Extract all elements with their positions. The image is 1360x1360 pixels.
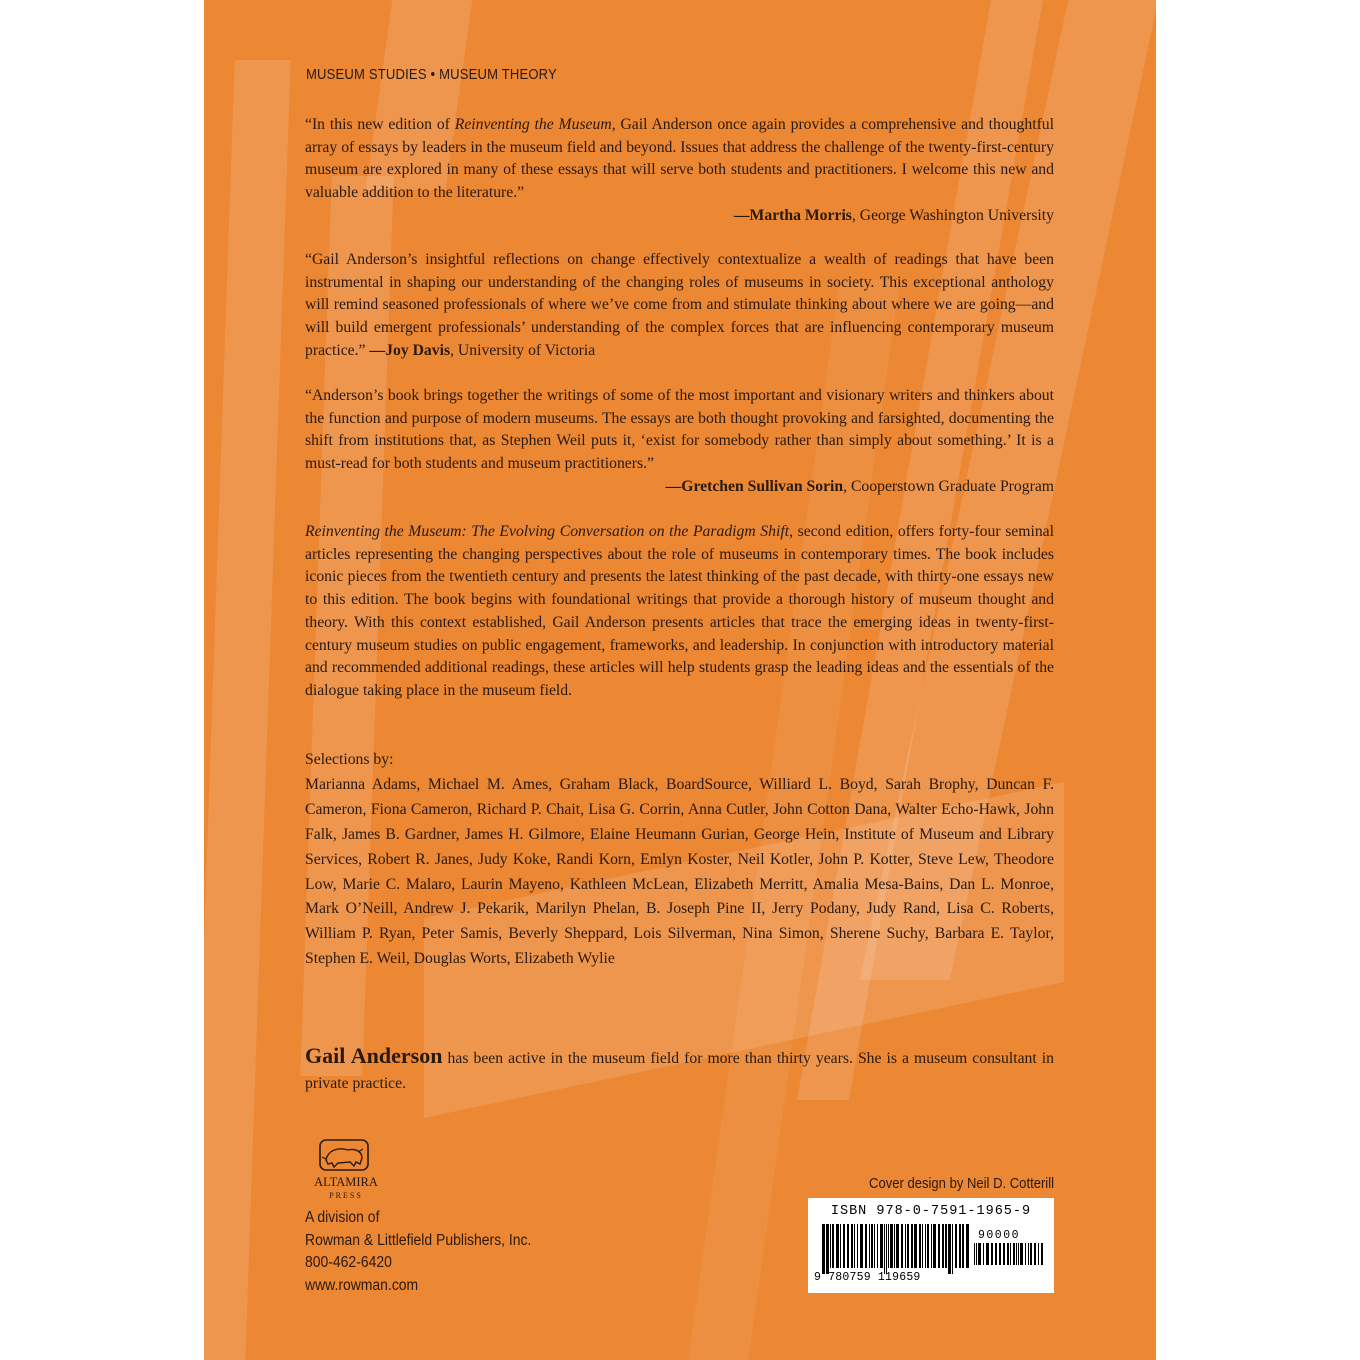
reviewer-name: —Martha Morris xyxy=(733,206,852,224)
barcode-bar xyxy=(933,1224,936,1268)
barcode-bar xyxy=(907,1224,909,1268)
review-quote-1 xyxy=(305,114,1054,228)
barcode-bar xyxy=(952,1224,953,1274)
barcode-bar xyxy=(983,1243,984,1265)
barcode-bar xyxy=(931,1224,932,1268)
barcode-bar xyxy=(869,1224,870,1268)
selections-heading: Selections by: xyxy=(305,751,394,768)
barcode-bar xyxy=(1007,1243,1009,1265)
barcode-bar xyxy=(1030,1243,1032,1265)
barcode-bar xyxy=(832,1224,834,1268)
reviewer-name: —Joy Davis xyxy=(369,341,451,359)
barcode-bar xyxy=(991,1243,993,1265)
review-quote-3 xyxy=(305,385,1054,499)
publisher-phone: 800-462-6420 xyxy=(305,1254,392,1272)
barcode-bar xyxy=(925,1224,926,1268)
barcode-bar xyxy=(976,1243,977,1265)
barcode-bar xyxy=(959,1224,961,1268)
review-quote-2 xyxy=(305,249,1054,363)
barcode-bar xyxy=(896,1224,899,1268)
barcode-bar xyxy=(860,1224,863,1268)
ean-barcode-bars xyxy=(822,1224,972,1274)
selections-names: Marianna Adams, Michael M. Ames, Graham Black, BoardSource, Williard L. Boyd, Sarah Brophy, Duncan F. Cameron, Fiona Cameron, Richard P. Chait, Lisa G. Corrin, Anna Cutler, John Cotton Dana, Walter Echo-Hawk, John Falk, James B. Gardner, James H. Gilmore, Elaine Heumann Gurian, George Hein, Institute of Museum and Library Services, Robert R. Janes, Judy Koke, Randi Korn, Emlyn Koster, Neil Kotler, John P. Kotter, Steve Lew, Theodore Low, Marie C. Malaro, Laurin Mayeno, Kathleen McLean, Elizabeth Merritt, Amalia Mesa-Bains, Dan L. Monroe, Mark O’Neill, Andrew J. Pekarik, Marilyn Phelan, B. Joseph Pine II, Jerry Podany, Judy Rand, Lisa C. Roberts, William P. Ryan, Peter Samis, Beverly Sheppard, Lois Silverman, Nina Simon, Sherene Suchy, Barbara E. Taylor, Stephen E. Weil, Douglas Worts, Elizabeth Wylie xyxy=(305,775,1054,968)
barcode-bar xyxy=(974,1243,975,1265)
logo-subtitle: PRESS xyxy=(329,1191,363,1200)
barcode-bar xyxy=(840,1224,841,1268)
barcode-bar xyxy=(986,1243,989,1265)
isbn-barcode xyxy=(808,1198,1054,1293)
bio-text: has been active in the museum field for more than thirty years. She is a museum consultant in private practice. xyxy=(305,1050,1055,1092)
barcode-bar xyxy=(1013,1243,1015,1265)
book-description xyxy=(305,521,1054,703)
book-title: Reinventing the Museum: The Evolving Conversation on the Paradigm Shift xyxy=(305,523,790,540)
barcode-bar xyxy=(995,1243,997,1265)
barcode-bar xyxy=(927,1224,929,1268)
selections xyxy=(305,748,1054,972)
barcode-bar xyxy=(894,1224,895,1268)
barcode-bar xyxy=(1025,1243,1026,1265)
author-name: Gail Anderson xyxy=(305,1043,443,1068)
decorative-stripe xyxy=(204,60,291,1360)
barcode-bar xyxy=(854,1224,855,1268)
back-cover xyxy=(204,0,1156,1360)
barcode-bar xyxy=(914,1224,917,1268)
quote-text: “In this new edition of xyxy=(305,116,455,133)
reviewer-affiliation: , George Washington University xyxy=(851,206,1054,224)
barcode-bar xyxy=(865,1224,867,1268)
isbn-number: ISBN 978-0-7591-1965-9 xyxy=(830,1204,1032,1219)
barcode-bar xyxy=(886,1224,887,1274)
barcode-bar xyxy=(1016,1243,1017,1265)
logo-wordmark: ALTAMIRA xyxy=(314,1175,378,1189)
ean-digits: 9 780759 119659 xyxy=(814,1271,921,1284)
barcode-bar xyxy=(966,1224,969,1268)
barcode-bar xyxy=(1041,1243,1043,1265)
barcode-bar xyxy=(1028,1243,1029,1265)
barcode-bar xyxy=(948,1224,951,1274)
reviewer-affiliation: , Cooperstown Graduate Program xyxy=(843,477,1054,495)
barcode-bar xyxy=(938,1224,940,1268)
quote-attribution xyxy=(305,476,1054,499)
barcode-bar xyxy=(1020,1243,1023,1265)
barcode-bar xyxy=(847,1224,849,1268)
quote-book-title: Reinventing the Museum, xyxy=(454,116,616,133)
barcode-bar xyxy=(851,1224,853,1268)
barcode-bar xyxy=(884,1224,885,1274)
author-bio xyxy=(305,1043,1054,1096)
barcode-bar xyxy=(880,1224,883,1268)
barcode-bar xyxy=(1003,1243,1005,1265)
barcode-bar xyxy=(911,1224,913,1268)
altamira-bison-logo xyxy=(302,1138,390,1202)
quote-text: “Anderson’s book brings together the writings of some of the most important and visionary writers and thinkers about the function and purpose of modern museums. The essays are both thought provoking and farsighted, documenting the shift from institutions that, as Stephen Weil puts it, ‘exist for somebody rather than simply about something.’ It is a must-read for both students and museum practitioners.” xyxy=(305,387,1054,473)
publisher-name: Rowman & Littlefield Publishers, Inc. xyxy=(305,1231,532,1249)
publisher-info xyxy=(305,1207,531,1298)
barcode-bar xyxy=(945,1224,947,1268)
quote-text: Gail Anderson once again provides a comprehensive and thoughtful array of essays by leaders in the museum field and beyond. Issues that address the challenge of the twenty-first-century museum are explored in many of these essays that will serve both students and practitioners. I welcome this new and valuable addition to the literature.” xyxy=(305,116,1054,202)
barcode-bar xyxy=(830,1224,831,1268)
barcode-bar xyxy=(890,1224,893,1268)
barcode-bar xyxy=(999,1243,1001,1265)
barcode-bar xyxy=(905,1224,906,1268)
barcode-bar xyxy=(874,1224,875,1268)
barcode-bar xyxy=(1010,1243,1011,1265)
barcode-bar xyxy=(901,1224,903,1268)
barcode-bar xyxy=(857,1224,858,1268)
reviewer-name: —Gretchen Sullivan Sorin xyxy=(665,477,844,495)
price-addon-digits: 90000 xyxy=(978,1229,1021,1242)
barcode-bar xyxy=(955,1224,957,1268)
barcode-bar xyxy=(978,1243,981,1265)
barcode-bar xyxy=(888,1224,889,1268)
category-label: MUSEUM STUDIES • MUSEUM THEORY xyxy=(306,67,557,83)
reviewer-affiliation: , University of Victoria xyxy=(450,341,596,359)
barcode-bar xyxy=(1018,1243,1019,1265)
quote-attribution xyxy=(305,205,1054,228)
barcode-bar xyxy=(922,1224,923,1268)
barcode-bar xyxy=(822,1224,825,1274)
description-text: , second edition, offers forty-four seminal articles representing the changing perspectives about the role of museums in contemporary times. The book includes iconic pieces from the twentieth century and presents the latest thinking of the past decade, with thirty-one essays new to this edition. The book begins with foundational writings that provide a thorough history of museum thought and theory. With this context established, Gail Anderson presents articles that trace the emerging ideas in twenty-first-century museum studies on public engagement, frameworks, and leadership. In conjunction with introductory material and recommended additional readings, these articles will help students grasp the leading ideas and the essentials of the dialogue taking place in the museum field. xyxy=(305,523,1054,699)
barcode-bar xyxy=(962,1224,964,1268)
barcode-bar xyxy=(877,1224,878,1268)
addon-barcode-bars xyxy=(974,1243,1046,1273)
barcode-bar xyxy=(843,1224,845,1268)
cover-design-credit: Cover design by Neil D. Cotterill xyxy=(869,1176,1054,1192)
barcode-bar xyxy=(826,1224,829,1274)
quote-text: “Gail Anderson’s insightful reflections on change effectively contextualize a wealth of readings that have been instrumental in shaping our understanding of the changing roles of museums in society. This exceptional anthology will remind seasoned professionals of where we’ve come from and stimulate thinking about where we are going—and will build emergent professionals’ understanding of the complex forces that are influencing contemporary museum practice.” xyxy=(305,251,1054,359)
barcode-bar xyxy=(1034,1243,1036,1265)
barcode-bar xyxy=(919,1224,921,1268)
barcode-bar xyxy=(871,1224,873,1268)
publisher-division: A division of xyxy=(305,1209,380,1226)
barcode-bar xyxy=(836,1224,839,1268)
publisher-url: www.rowman.com xyxy=(305,1277,419,1295)
barcode-bar xyxy=(942,1224,944,1268)
barcode-bar xyxy=(1038,1243,1039,1265)
